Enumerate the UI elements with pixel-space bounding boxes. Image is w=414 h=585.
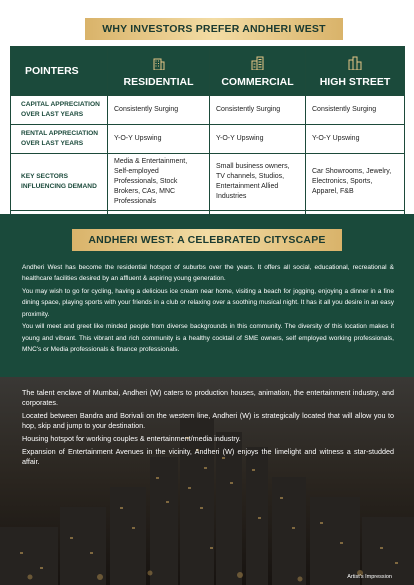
section-title-cityscape: ANDHERI WEST: A CELEBRATED CITYSCAPE (72, 229, 342, 251)
table-row (11, 96, 405, 125)
commercial-building-icon (251, 56, 265, 70)
table-row (11, 154, 405, 211)
cell-residential: Media & Entertainment, Self-employed Professionals, Stock Brokers, CAs, MNC Professionals (108, 154, 210, 211)
row-key: KEY SECTORS INFLUENCING DEMAND (11, 154, 108, 211)
header-pointers: POINTERS (11, 47, 108, 96)
cell-residential: Y-O-Y Upswing (108, 125, 210, 154)
image-caption: Artist's Impression (347, 574, 392, 580)
cell-commercial: Consistently Surging (210, 96, 306, 125)
row-key: CAPITAL APPRECIATION OVER LAST YEARS (11, 96, 108, 125)
photo-paragraph: Housing hotspot for working couples & entertainment/media industry. (22, 434, 241, 443)
cell-high-street: Consistently Surging (306, 96, 405, 125)
photo-paragraph: The talent enclave of Mumbai, Andheri (W) caters to production houses, animation, the entertainment industry, and corporates. (22, 388, 394, 407)
high-street-building-icon (348, 56, 362, 70)
residential-building-icon (152, 56, 166, 70)
header-high-street (306, 47, 405, 96)
comparison-table (10, 46, 405, 228)
cell-commercial: Y-O-Y Upswing (210, 125, 306, 154)
table-header-row (11, 47, 405, 96)
cell-residential: Consistently Surging (108, 96, 210, 125)
cell-high-street: Car Showrooms, Jewelry, Electronics, Sports, Apparel, F&B (306, 154, 405, 211)
header-residential-label: RESIDENTIAL (123, 76, 194, 88)
section-title-investors: WHY INVESTORS PREFER ANDHERI WEST (85, 18, 343, 40)
cell-high-street: Y-O-Y Upswing (306, 125, 405, 154)
header-high-street-label: HIGH STREET (319, 76, 391, 88)
header-commercial (210, 47, 306, 96)
cityscape-text (22, 262, 394, 357)
row-key: RENTAL APPRECIATION OVER LAST YEARS (11, 125, 108, 154)
cityscape-paragraph: You will meet and greet like minded people from diverse backgrounds in this community. The diversity of this location makes it young and vibrant. This vibrant and rich community is a healthy cocktail of SME owners, self employed working professionals, MNC's or Media professionals & finance professionals. (22, 323, 394, 354)
cell-commercial: Small business owners, TV channels, Studios, Entertainment Allied Industries (210, 154, 306, 211)
cityscape-paragraph: Andheri West has become the residential hotspot of suburbs over the years. It offers all social, educational, recreational & healthcare facilities desired by an affluent & aspiring young generation. (22, 264, 394, 283)
table-row (11, 125, 405, 154)
header-commercial-label: COMMERCIAL (221, 76, 294, 88)
photo-text (22, 388, 394, 470)
cityscape-paragraph: You may wish to go for cycling, having a delicious ice cream near home, visiting a beach for jogging, enjoying a dinner in a fine dining space, playing sports with your friends in a club or relaxing over a soothing musical night. It has it all you desire in an easy proximity. (22, 288, 394, 318)
photo-paragraph: Located between Bandra and Borivali on the western line, Andheri (W) is strategically located that will allow you to hop, skip and jump to your destination. (22, 411, 394, 430)
header-residential (108, 47, 210, 96)
photo-paragraph: Expansion of Entertainment Avenues in the vicinity, Andheri (W) enjoys the limelight and witness a star-studded affair. (22, 447, 394, 466)
